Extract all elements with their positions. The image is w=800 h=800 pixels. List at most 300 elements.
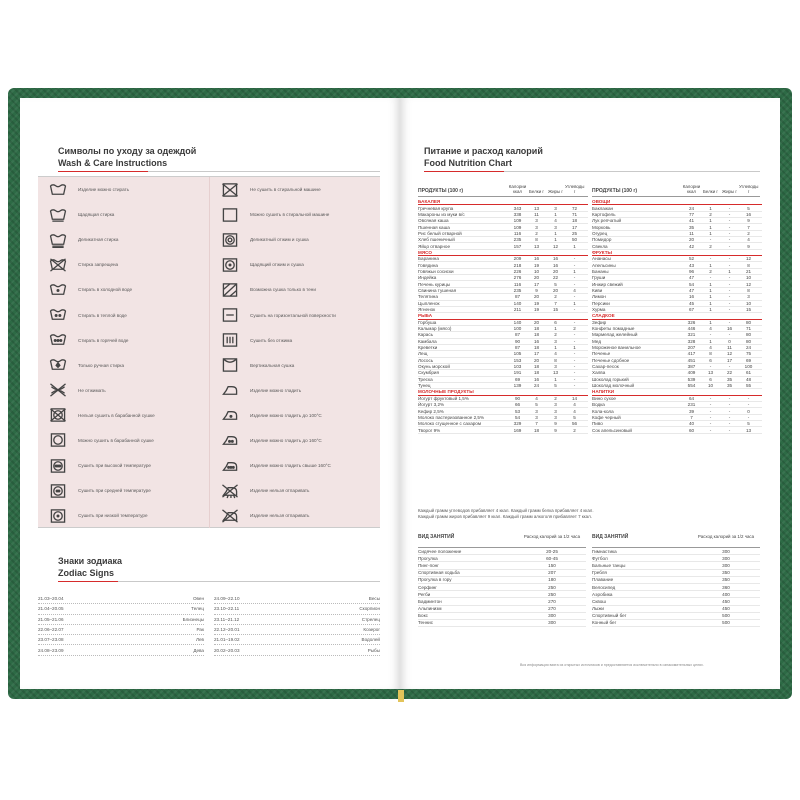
food-name: Сок апельсиновый [592,427,632,433]
food-value: - [709,332,712,338]
food-value: 191 [513,370,522,376]
bookmark-ribbon [398,690,404,702]
food-value: 90 [514,395,521,401]
food-value: 5 [535,402,538,408]
activity-value: 207 [548,570,556,576]
food-value: 2 [554,395,557,401]
food-column-left [418,199,588,434]
tub-three-dots-icon [44,331,72,349]
food-value: - [709,364,712,370]
food-name: Киви [592,287,603,293]
tub-one-dot-icon [44,281,72,299]
food-value: - [728,287,731,293]
zodiac-sign: Водолей [361,637,380,643]
food-name: Свекла [592,243,608,249]
food-value: 338 [513,211,522,217]
care-label: Нельзя сушить в барабанной сушке [78,412,155,418]
care-row [210,177,380,202]
care-row [210,353,380,378]
header-product: ПРОДУКТЫ (100 г) [418,188,464,194]
activity-header-name: ВИД ЗАНЯТИЙ [592,534,629,540]
activity-row [592,555,760,562]
food-value: 328 [687,338,696,344]
food-value: 77 [688,211,695,217]
care-row [38,453,209,478]
dryer-low-icon [44,507,72,525]
food-name: Пшенная каша [418,224,450,230]
care-row [38,252,209,277]
care-table [38,176,380,528]
food-value: 4 [709,345,712,351]
food-name: Лещ [418,351,428,357]
activity-row [592,584,760,591]
food-value: 3 [554,224,557,230]
food-value: 4 [573,408,576,414]
header-kcal: Калории ккал [508,184,527,194]
food-value: 3 [554,408,557,414]
food-value: 1 [709,319,712,325]
food-value: 2 [709,211,712,217]
zodiac-dates: 21.03–20.04 [38,596,64,602]
food-value: 539 [687,376,696,382]
food-name: Молоко пастеризованное 2,5% [418,414,485,420]
activity-value: 350 [722,570,730,576]
food-value: 13 [707,370,714,376]
activity-name: Теннис [418,620,434,626]
food-value: 4 [573,287,576,293]
activity-value: 60-45 [546,555,558,561]
food-value: 451 [687,357,696,363]
food-value: 55 [745,383,752,389]
food-value: 64 [688,395,695,401]
activity-row [592,591,760,598]
food-value: 66 [514,402,521,408]
food-value: 20 [533,275,540,281]
food-value: 105 [513,351,522,357]
food-name: Кофе черный [592,414,621,420]
food-value: 24 [533,383,540,389]
food-value: - [728,211,731,217]
food-value: - [728,427,731,433]
dryer-medium-icon [44,482,72,500]
twist-crossed-icon [44,381,72,399]
activity-name: Гребля [592,570,607,576]
activity-row [592,577,760,584]
activity-value: 300 [722,555,730,561]
food-value: - [747,395,750,401]
care-row [210,428,380,453]
care-row [210,302,380,327]
food-value: 7 [554,300,557,306]
activity-row [418,555,586,562]
food-value: 116 [513,281,522,287]
food-value: - [747,402,750,408]
food-category-label: НАПИТКИ [592,389,615,395]
care-row [210,378,380,403]
food-value: - [728,243,731,249]
activity-name: Спортивный бег [592,613,627,619]
food-value: 3 [554,402,557,408]
food-value: 19 [533,300,540,306]
food-value: 1 [709,294,712,300]
zodiac-title-rule [58,581,380,582]
food-value: 3 [554,414,557,420]
food-value: 2 [709,268,712,274]
zodiac-row [214,594,380,604]
food-value: - [709,402,712,408]
food-name: Лимон [592,294,606,300]
dryer-high-icon [44,457,72,475]
food-value: 17 [533,281,540,287]
food-value: 20 [552,287,559,293]
food-name: Скумбрия [418,370,439,376]
food-name: Шоколад горький [592,376,629,382]
care-row [210,453,380,478]
zodiac-row [38,604,204,614]
care-label: Щадящая стирка [78,212,115,218]
care-row [210,403,380,428]
food-value: 48 [745,376,752,382]
food-value: 4 [535,395,538,401]
food-name: Телятина [418,294,438,300]
food-value: 1 [709,218,712,224]
food-name: Вино сухое [592,395,616,401]
food-name: Овсяная каша [418,218,449,224]
food-value: - [728,205,731,211]
care-row [210,227,380,252]
tub-two-dots-icon [44,306,72,324]
care-label: Щадящий отжим и сушка [250,262,304,268]
care-row [210,328,380,353]
activity-value: 500 [722,620,730,626]
food-category-label: РЫБА [418,313,433,319]
activity-name: Сидячее положение [418,548,462,554]
zodiac-row [38,615,204,625]
food-value: 157 [513,243,522,249]
food-value: - [573,376,576,382]
activity-value: 270 [548,606,556,612]
activity-row [592,598,760,605]
tub-crossed-icon [44,256,72,274]
food-value: 209 [513,256,522,262]
food-value: 54 [514,414,521,420]
food-name: Молоко сгущенное с сахаром [418,421,482,427]
food-value: 276 [513,275,522,281]
food-value: 12 [726,351,733,357]
zodiac-sign: Весы [368,596,380,602]
care-row [210,277,380,302]
activity-name: Бадминтон [418,598,442,604]
food-name: Ягненок [418,307,436,313]
food-value: - [573,370,576,376]
food-value: 3 [554,338,557,344]
food-value: 3 [747,294,750,300]
food-name: Яйцо отварное [418,243,450,249]
food-value: 9 [747,243,750,249]
food-value: 18 [533,345,540,351]
activity-value: 250 [548,584,556,590]
care-label: Только ручная стирка [78,362,125,368]
food-value: 1 [709,338,712,344]
food-value: 16 [552,262,559,268]
food-value: 2 [747,230,750,236]
food-value: - [728,402,731,408]
food-value: 3 [535,408,538,414]
food-value: - [709,421,712,427]
food-value: - [573,383,576,389]
zodiac-dates: 21.05–21.06 [38,616,64,622]
care-row [38,328,209,353]
food-value: 61 [745,370,752,376]
activity-value: 350 [722,577,730,583]
activity-name: Регби [418,591,431,597]
food-value: 3 [554,205,557,211]
food-value: 87 [514,345,521,351]
food-name: Персики [592,300,610,306]
food-value: 109 [513,224,522,230]
zodiac-dates: 23.11–21.12 [214,616,240,622]
food-value: 1 [554,376,557,382]
zodiac-sign: Скорпион [359,606,380,612]
activity-row [592,620,760,627]
activity-name: Прогулка в гору [418,577,452,583]
food-value: 8 [747,262,750,268]
zodiac-column-left [38,594,204,656]
food-value: 153 [513,357,522,363]
food-value: 343 [513,205,522,211]
food-value: 16 [533,256,540,262]
header-protein: Белки г [703,189,718,194]
food-name: Печень курицы [418,281,451,287]
food-header-right [592,180,760,197]
food-name: Инжир свежий [592,281,623,287]
flat-dry-icon [216,306,244,324]
food-value: 1 [554,211,557,217]
care-label: Деликатный отжим и сушка [250,237,309,243]
food-name: Водка [592,402,605,408]
care-row [210,202,380,227]
food-value: 231 [687,402,696,408]
activity-row [418,570,586,577]
zodiac-row [38,594,204,604]
food-value: 0 [747,408,750,414]
activity-name: Футбол [592,555,608,561]
food-value: - [728,332,731,338]
zodiac-column-right [214,594,380,656]
care-row [210,252,380,277]
activity-row [592,548,760,555]
food-value: 17 [533,351,540,357]
activity-name: Гимнастика [592,548,617,554]
food-category-label: МОЛОЧНЫЕ ПРОДУКТЫ [418,389,474,395]
food-name: Баранина [418,256,439,262]
food-name: Йогурт 3,2% [418,402,445,408]
food-value: 9 [554,421,557,427]
activity-value: 300 [548,613,556,619]
care-label: Сушить без отжима [250,337,293,343]
activity-value: 20-25 [546,548,558,554]
food-row [418,427,588,433]
food-value: - [573,294,576,300]
header-kcal: Калории ккал [682,184,701,194]
care-label: Стирка запрещена [78,262,119,268]
food-name: Бананы [592,268,609,274]
activity-value: 180 [548,577,556,583]
activity-name: Бальные танцы [592,562,626,568]
food-value: - [728,256,731,262]
food-value: 22 [726,370,733,376]
activity-name: Прогулка [418,555,438,561]
food-value: 100 [513,326,522,332]
care-row [38,177,209,202]
food-value: 9 [535,287,538,293]
food-value: 2 [535,230,538,236]
zodiac-dates: 24.09–22.10 [214,596,240,602]
food-value: 16 [688,294,695,300]
header-fat: Жиры г [548,189,563,194]
food-value: - [728,237,731,243]
food-category-label: БАКАЛЕЯ [418,199,441,205]
food-value: - [573,357,576,363]
food-value: 71 [745,326,752,332]
food-value: 3 [535,224,538,230]
food-value: 4 [554,218,557,224]
food-value: 1 [709,287,712,293]
header-fat: Жиры г [722,189,737,194]
zodiac-sign: Лев [195,637,204,643]
food-value: 72 [571,205,578,211]
care-label: Деликатная стирка [78,237,119,243]
food-category-label: СЛАДКОЕ [592,313,615,319]
food-value: 140 [513,319,522,325]
food-value: 211 [513,307,522,313]
iron-crossed-icon [216,507,244,525]
food-value: 90 [514,338,521,344]
food-name: Говядина [418,262,438,268]
activity-value: 150 [548,562,556,568]
machine-dry-icon [216,206,244,224]
food-value: 15 [745,307,752,313]
food-name: Тунец [418,383,431,389]
zodiac-row [214,645,380,655]
zodiac-dates: 20.02–20.03 [214,647,240,653]
activity-value: 450 [722,598,730,604]
activity-name: Спортивная ходьба [418,570,460,576]
food-value: 1 [709,262,712,268]
food-name: Помидор [592,237,612,243]
food-value: 12 [745,256,752,262]
food-name: Сахар-песок [592,364,619,370]
food-value: - [728,319,731,325]
activity-name: Бокс [418,613,428,619]
activity-row [418,620,586,627]
food-value: 10 [745,275,752,281]
zodiac-row [38,645,204,655]
care-label: Вертикальная сушка [250,362,295,368]
activity-row [592,606,760,613]
care-title-en: Wash & Care Instructions [58,158,168,168]
food-value: 19 [533,307,540,313]
food-value: 20 [688,237,695,243]
activity-header-name: ВИД ЗАНЯТИЙ [418,534,455,540]
food-value: 140 [513,300,522,306]
food-value: - [728,300,731,306]
food-value: - [709,237,712,243]
food-value: - [709,275,712,281]
food-value: 1 [728,268,731,274]
activity-row [418,577,586,584]
food-value: 18 [533,370,540,376]
food-value: 25 [571,230,578,236]
care-label: Сушить при высокой температуре [78,463,151,469]
food-value: 446 [687,326,696,332]
food-value: 116 [513,230,522,236]
food-name: Баклажан [592,205,614,211]
food-value: 24 [745,345,752,351]
zodiac-row [38,625,204,635]
line-dry-icon [216,356,244,374]
activity-row [418,584,586,591]
food-name: Цыпленок [418,300,440,306]
food-value: 17 [726,357,733,363]
care-label: Изделие нельзя отпаривать [250,488,310,494]
food-name: Хлеб пшеничный [418,237,455,243]
activity-row [418,562,586,569]
food-value: 12 [745,281,752,287]
food-value: - [709,427,712,433]
food-value: 4 [747,237,750,243]
food-value: 1 [573,300,576,306]
food-value: 0 [728,338,731,344]
activity-row [592,570,760,577]
food-value: 18 [533,326,540,332]
food-value: 7 [535,421,538,427]
food-value: - [573,338,576,344]
food-value: 1 [573,345,576,351]
header-carbs: Углеводы г [565,184,585,194]
activity-value: 300 [722,548,730,554]
food-value: 235 [513,287,522,293]
food-value: - [573,319,576,325]
nutrition-note-line1: Каждый грамм углеводов прибавляет 4 ккал. Каждый грамм белка прибавляет 4 ккал. [418,508,594,513]
activity-row [418,606,586,613]
food-value: 17 [571,224,578,230]
activity-value: 250 [548,591,556,597]
food-value: 6 [554,319,557,325]
activity-name: Пинг-понг [418,562,439,568]
food-value: 87 [514,294,521,300]
food-name: Печенье [592,351,611,357]
food-value: 35 [688,224,695,230]
care-column-right [209,177,380,528]
activity-name: Сквош [592,598,606,604]
food-value: - [728,408,731,414]
care-row [38,403,209,428]
food-value: 60 [688,427,695,433]
activity-name: Альпинизм [418,606,442,612]
care-label: Возможна сушка только в тени [250,287,316,293]
nutrition-note [418,508,760,520]
care-label: Сушить при низкой температуре [78,513,148,519]
food-value: 20 [533,357,540,363]
food-value: 1 [709,224,712,230]
activity-value: 270 [548,598,556,604]
food-name: Рис белый отварной [418,230,462,236]
food-value: 1 [573,268,576,274]
food-value: 16 [726,326,733,332]
food-value: 3 [535,218,538,224]
zodiac-sign: Телец [191,606,204,612]
